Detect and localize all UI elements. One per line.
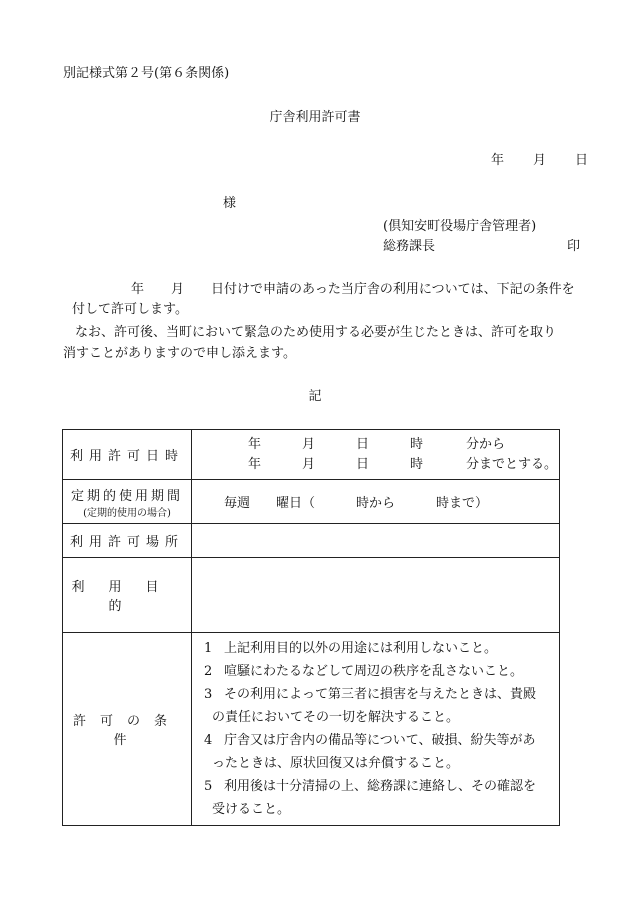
- body-year: 年: [131, 282, 145, 297]
- permit-datetime-value: [192, 430, 560, 480]
- list-item: 2 喧騒にわたるなどして周辺の秩序を乱さないこと。: [204, 664, 524, 679]
- table-row: [63, 558, 560, 633]
- permit-conditions-value: [192, 633, 560, 826]
- issue-date-line: [491, 153, 588, 169]
- periodic-use-label: 定期的使用期間 (定期的使用の場合): [63, 480, 192, 524]
- use-purpose-label: 利用目的: [63, 558, 192, 633]
- list-item: 1 上記利用目的以外の用途には利用しないこと。: [204, 641, 498, 656]
- addressee-suffix: 様: [223, 196, 237, 211]
- conditions-list: [192, 633, 559, 825]
- permit-conditions-table: [62, 429, 560, 826]
- permit-conditions-label: 許可の条件: [63, 633, 192, 826]
- time-to-line: 年 月 日 時 分までとする。: [248, 456, 558, 472]
- table-row: [63, 524, 560, 558]
- seal-mark: 印: [567, 239, 581, 254]
- body-rest: 日付けで申請のあった当庁舎の利用については、下記の条件を: [211, 282, 575, 297]
- periodic-use-value: 毎週 曜日（ 時から 時まで）: [192, 480, 560, 524]
- permit-place-label: 利用許可場所: [63, 524, 192, 558]
- body-paragraph-1-cont: 付して許可します。: [72, 302, 188, 317]
- body-paragraph-2: なお、許可後、当町において緊急のため使用する必要が生じたときは、許可を取り: [75, 325, 557, 340]
- date-year: 年: [491, 153, 505, 168]
- list-item: 4 庁舎又は庁舎内の備品等について、破損、紛失等があ ったときは、原状回復又は弁償すること。: [204, 733, 536, 771]
- issuer-manager: (倶知安町役場庁舎管理者): [383, 219, 537, 234]
- date-day: 日: [575, 153, 589, 168]
- form-reference: 別記様式第２号(第６条関係): [63, 66, 230, 81]
- body-paragraph-2-cont: 消すことがありますので申し添えます。: [63, 346, 296, 361]
- table-row: [63, 480, 560, 524]
- table-row: [63, 430, 560, 480]
- ki-heading: 記: [308, 389, 322, 404]
- use-purpose-value: [192, 558, 560, 633]
- list-item: 5 利用後は十分清掃の上、総務課に連絡し、その確認を 受けること。: [204, 779, 537, 817]
- permit-place-value: [192, 524, 560, 558]
- document-title: 庁舎利用許可書: [269, 110, 361, 125]
- list-item: 3 その利用によって第三者に損害を与えたときは、貴殿 の責任においてその一切を解決すること。: [204, 687, 537, 725]
- issuer-dept: 総務課長: [383, 239, 436, 254]
- table-row: [63, 633, 560, 826]
- body-paragraph-1: [63, 282, 583, 298]
- permit-datetime-label: 利用許可日時: [63, 430, 192, 480]
- time-from-line: 年 月 日 時 分から: [248, 436, 506, 452]
- date-month: 月: [533, 153, 547, 168]
- body-month: 月: [171, 282, 185, 297]
